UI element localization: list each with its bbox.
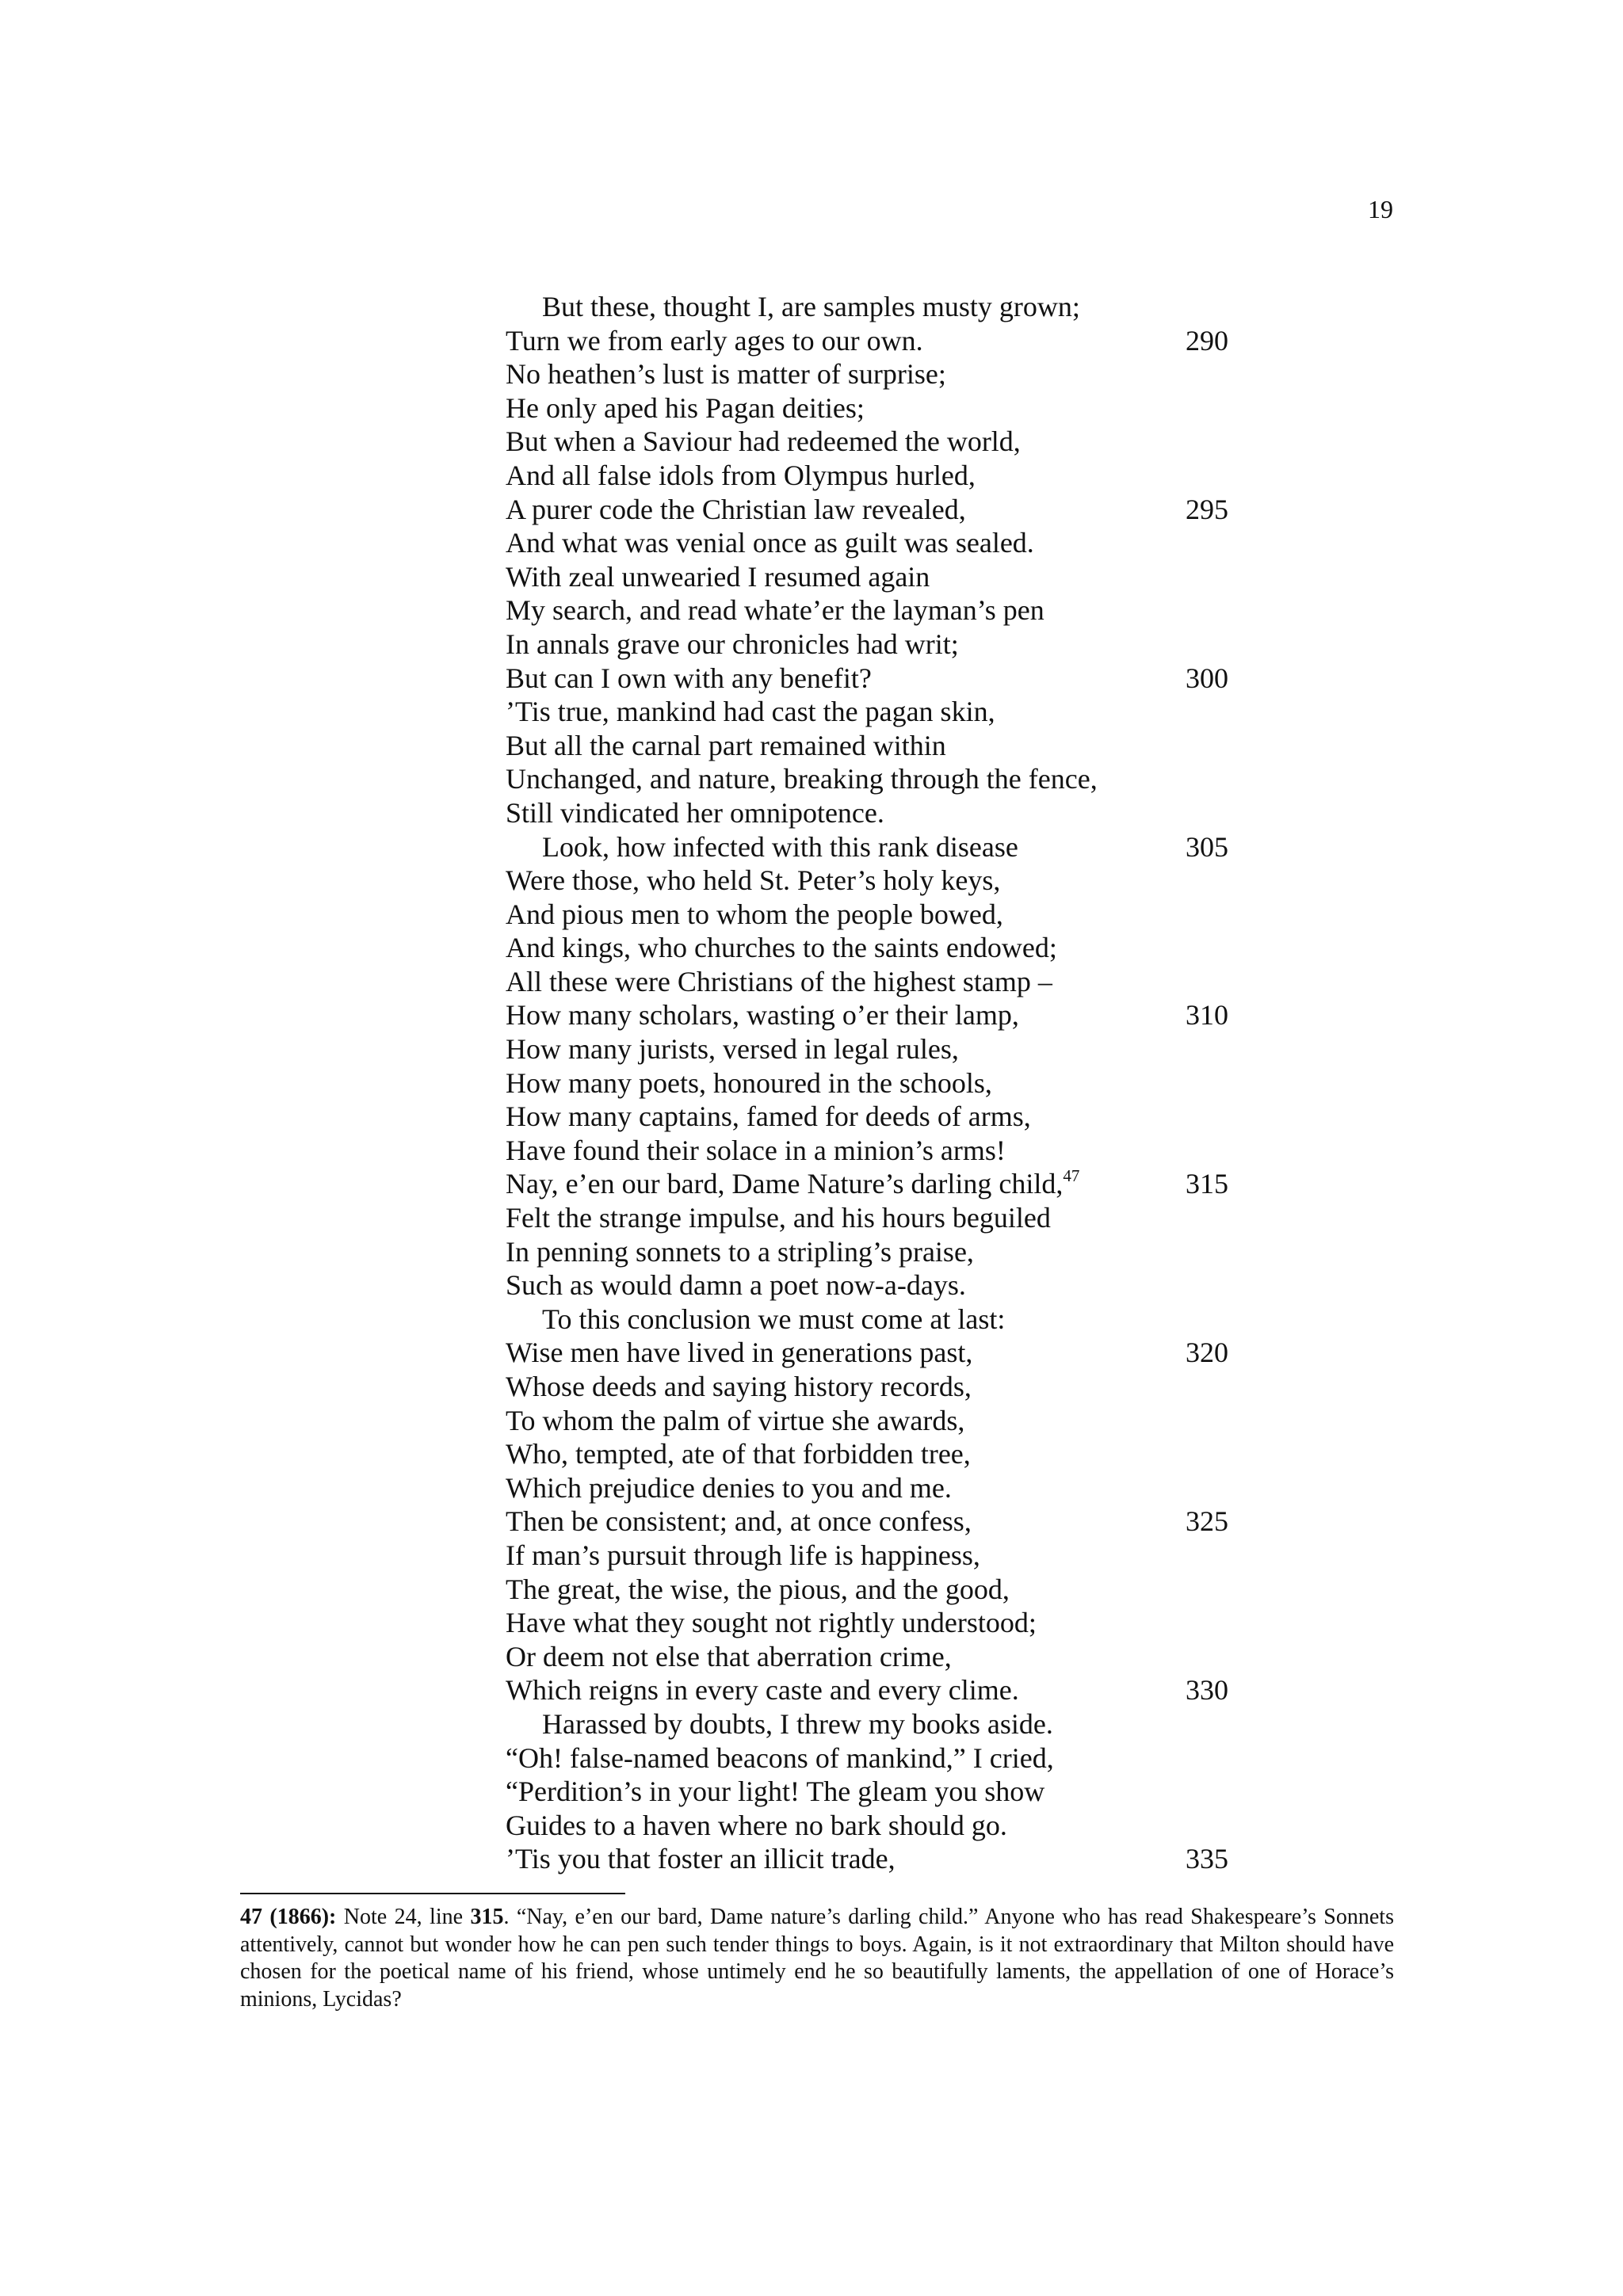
verse-text: ’Tis you that foster an illicit trade, (506, 1843, 896, 1875)
verse-line (506, 593, 1251, 627)
verse-line (506, 965, 1251, 999)
verse-text: Look, how infected with this rank disease (542, 830, 1018, 863)
verse-line (506, 459, 1251, 493)
verse-text: He only aped his Pagan deities; (506, 391, 865, 424)
verse-line (506, 998, 1251, 1032)
line-number: 305 (1186, 830, 1228, 863)
verse-line (506, 526, 1251, 560)
verse-line (506, 1167, 1251, 1201)
verse-line (506, 898, 1251, 932)
verse-text: Which reigns in every caste and every clime. (506, 1674, 1019, 1707)
verse-text: All these were Christians of the highest stamp – (506, 965, 1052, 997)
verse-text: Guides to a haven where no bark should go. (506, 1809, 1007, 1841)
footnote-line-ref: 315 (470, 1905, 504, 1929)
verse-text: Wise men have lived in generations past, (506, 1337, 973, 1369)
verse-text: And pious men to whom the people bowed, (506, 898, 1003, 930)
verse-text: In annals grave our chronicles had writ; (506, 627, 959, 660)
verse-line (506, 1201, 1251, 1235)
footnote-label: 47 (1866): (240, 1905, 337, 1929)
poem-body (506, 290, 1251, 1876)
line-number: 300 (1186, 662, 1228, 694)
verse-line (506, 1505, 1251, 1539)
verse-text: But can I own with any benefit? (506, 662, 872, 694)
verse-text: But these, thought I, are samples musty grown; (542, 291, 1080, 322)
verse-text: How many poets, honoured in the schools, (506, 1066, 992, 1099)
verse-line (506, 425, 1251, 459)
verse-text: Then be consistent; and, at once confess, (506, 1505, 972, 1538)
line-number: 295 (1186, 493, 1228, 525)
verse-text: And what was venial once as guilt was sealed. (506, 527, 1034, 559)
line-number: 330 (1186, 1674, 1228, 1707)
verse-text: Have what they sought not rightly understood; (506, 1607, 1037, 1639)
verse-text: How many scholars, wasting o’er their lamp, (506, 999, 1019, 1032)
verse-text: And all false idols from Olympus hurled, (506, 459, 976, 491)
verse-line (506, 560, 1251, 594)
verse-line (506, 931, 1251, 965)
verse-text: Still vindicated her omnipotence. (506, 796, 884, 829)
verse-line (506, 1606, 1251, 1640)
footnote (240, 1904, 1394, 2013)
verse-line (506, 695, 1251, 729)
line-number: 320 (1186, 1337, 1228, 1369)
verse-line (506, 1336, 1251, 1370)
line-number: 310 (1186, 999, 1228, 1032)
verse-line (506, 1775, 1251, 1809)
verse-text: “Oh! false-named beacons of mankind,” I cried, (506, 1741, 1054, 1774)
verse-line (506, 1268, 1251, 1302)
verse-text: My search, and read whate’er the layman’s pen (506, 594, 1044, 627)
footnote-separator (240, 1893, 625, 1894)
verse-line (506, 662, 1251, 696)
verse-line (506, 1235, 1251, 1269)
verse-line (506, 1573, 1251, 1607)
footnote-text-lead: Note 24, line (336, 1905, 471, 1929)
verse-line (506, 1842, 1251, 1876)
verse-line (506, 1707, 1251, 1741)
verse-text: Turn we from early ages to our own. (506, 324, 923, 357)
verse-line (506, 1032, 1251, 1066)
verse-text: But all the carnal part remained within (506, 729, 946, 761)
verse-text: Such as would damn a poet now-a-days. (506, 1269, 966, 1302)
verse-text: And kings, who churches to the saints endowed; (506, 932, 1057, 964)
verse-text: In penning sonnets to a stripling’s praise, (506, 1235, 974, 1268)
verse-line (506, 1066, 1251, 1100)
verse-line (506, 864, 1251, 898)
verse-text: Whose deeds and saying history records, (506, 1371, 972, 1402)
verse-line (506, 796, 1251, 830)
verse-text: Felt the strange impulse, and his hours beguiled (506, 1202, 1051, 1234)
verse-text: No heathen’s lust is matter of surprise; (506, 358, 946, 391)
verse-line (506, 830, 1251, 864)
verse-line (506, 324, 1251, 358)
line-number: 325 (1186, 1505, 1228, 1538)
verse-line (506, 1100, 1251, 1134)
verse-text: But when a Saviour had redeemed the world, (506, 425, 1021, 458)
verse-line (506, 1370, 1251, 1404)
verse-line (506, 1640, 1251, 1674)
verse-text: To whom the palm of virtue she awards, (506, 1404, 965, 1436)
verse-line (506, 1741, 1251, 1775)
verse-text: “Perdition’s in your light! The gleam you show (506, 1775, 1045, 1808)
verse-line (506, 1404, 1251, 1438)
verse-line (506, 627, 1251, 662)
verse-text: Nay, e’en our bard, Dame Nature’s darling child, (506, 1168, 1064, 1200)
page-number: 19 (1368, 195, 1393, 223)
verse-text: If man’s pursuit through life is happiness, (506, 1539, 980, 1571)
verse-line (506, 1471, 1251, 1505)
verse-line (506, 1134, 1251, 1168)
verse-text: Or deem not else that aberration crime, (506, 1640, 952, 1672)
line-number: 315 (1186, 1168, 1228, 1200)
verse-line (506, 1809, 1251, 1843)
verse-line (506, 290, 1251, 324)
verse-line (506, 762, 1251, 796)
verse-text: The great, the wise, the pious, and the good, (506, 1573, 1010, 1605)
verse-line (506, 1437, 1251, 1471)
footnote-text-body: . “Nay, e’en our bard, Dame nature’s darling child.” Anyone who has read Shakespeare’s Sonnets attentively, cannot but wonder how he can pen such tender things to boys. Again, is it not extraordinary that Milton should have chosen for the poetical name of his friend, whose untimely end he so beautifully laments, the appellation of one of Horace’s minions, Lycidas? (240, 1905, 1394, 2012)
verse-text: Were those, who held St. Peter’s holy keys, (506, 864, 1001, 897)
verse-text: Which prejudice denies to you and me. (506, 1471, 952, 1504)
verse-line (506, 357, 1251, 391)
footnote-marker: 47 (1063, 1166, 1080, 1186)
verse-text: Have found their solace in a minion’s arms! (506, 1134, 1006, 1166)
line-number: 335 (1186, 1843, 1228, 1875)
line-number: 290 (1186, 324, 1228, 357)
verse-text: To this conclusion we must come at last: (542, 1302, 1006, 1335)
verse-text: Harassed by doubts, I threw my books aside. (542, 1707, 1053, 1740)
verse-text: With zeal unwearied I resumed again (506, 560, 930, 593)
verse-text: Who, tempted, ate of that forbidden tree, (506, 1438, 971, 1470)
verse-line (506, 1539, 1251, 1573)
verse-line (506, 391, 1251, 425)
verse-text: How many jurists, versed in legal rules, (506, 1033, 959, 1066)
verse-text: Unchanged, and nature, breaking through the fence, (506, 763, 1098, 795)
verse-line (506, 1302, 1251, 1337)
verse-text: A purer code the Christian law revealed, (506, 493, 966, 525)
verse-text: ’Tis true, mankind had cast the pagan skin, (506, 696, 995, 728)
verse-text: How many captains, famed for deeds of arms, (506, 1100, 1031, 1133)
verse-line (506, 729, 1251, 763)
verse-line (506, 493, 1251, 527)
verse-line (506, 1673, 1251, 1707)
